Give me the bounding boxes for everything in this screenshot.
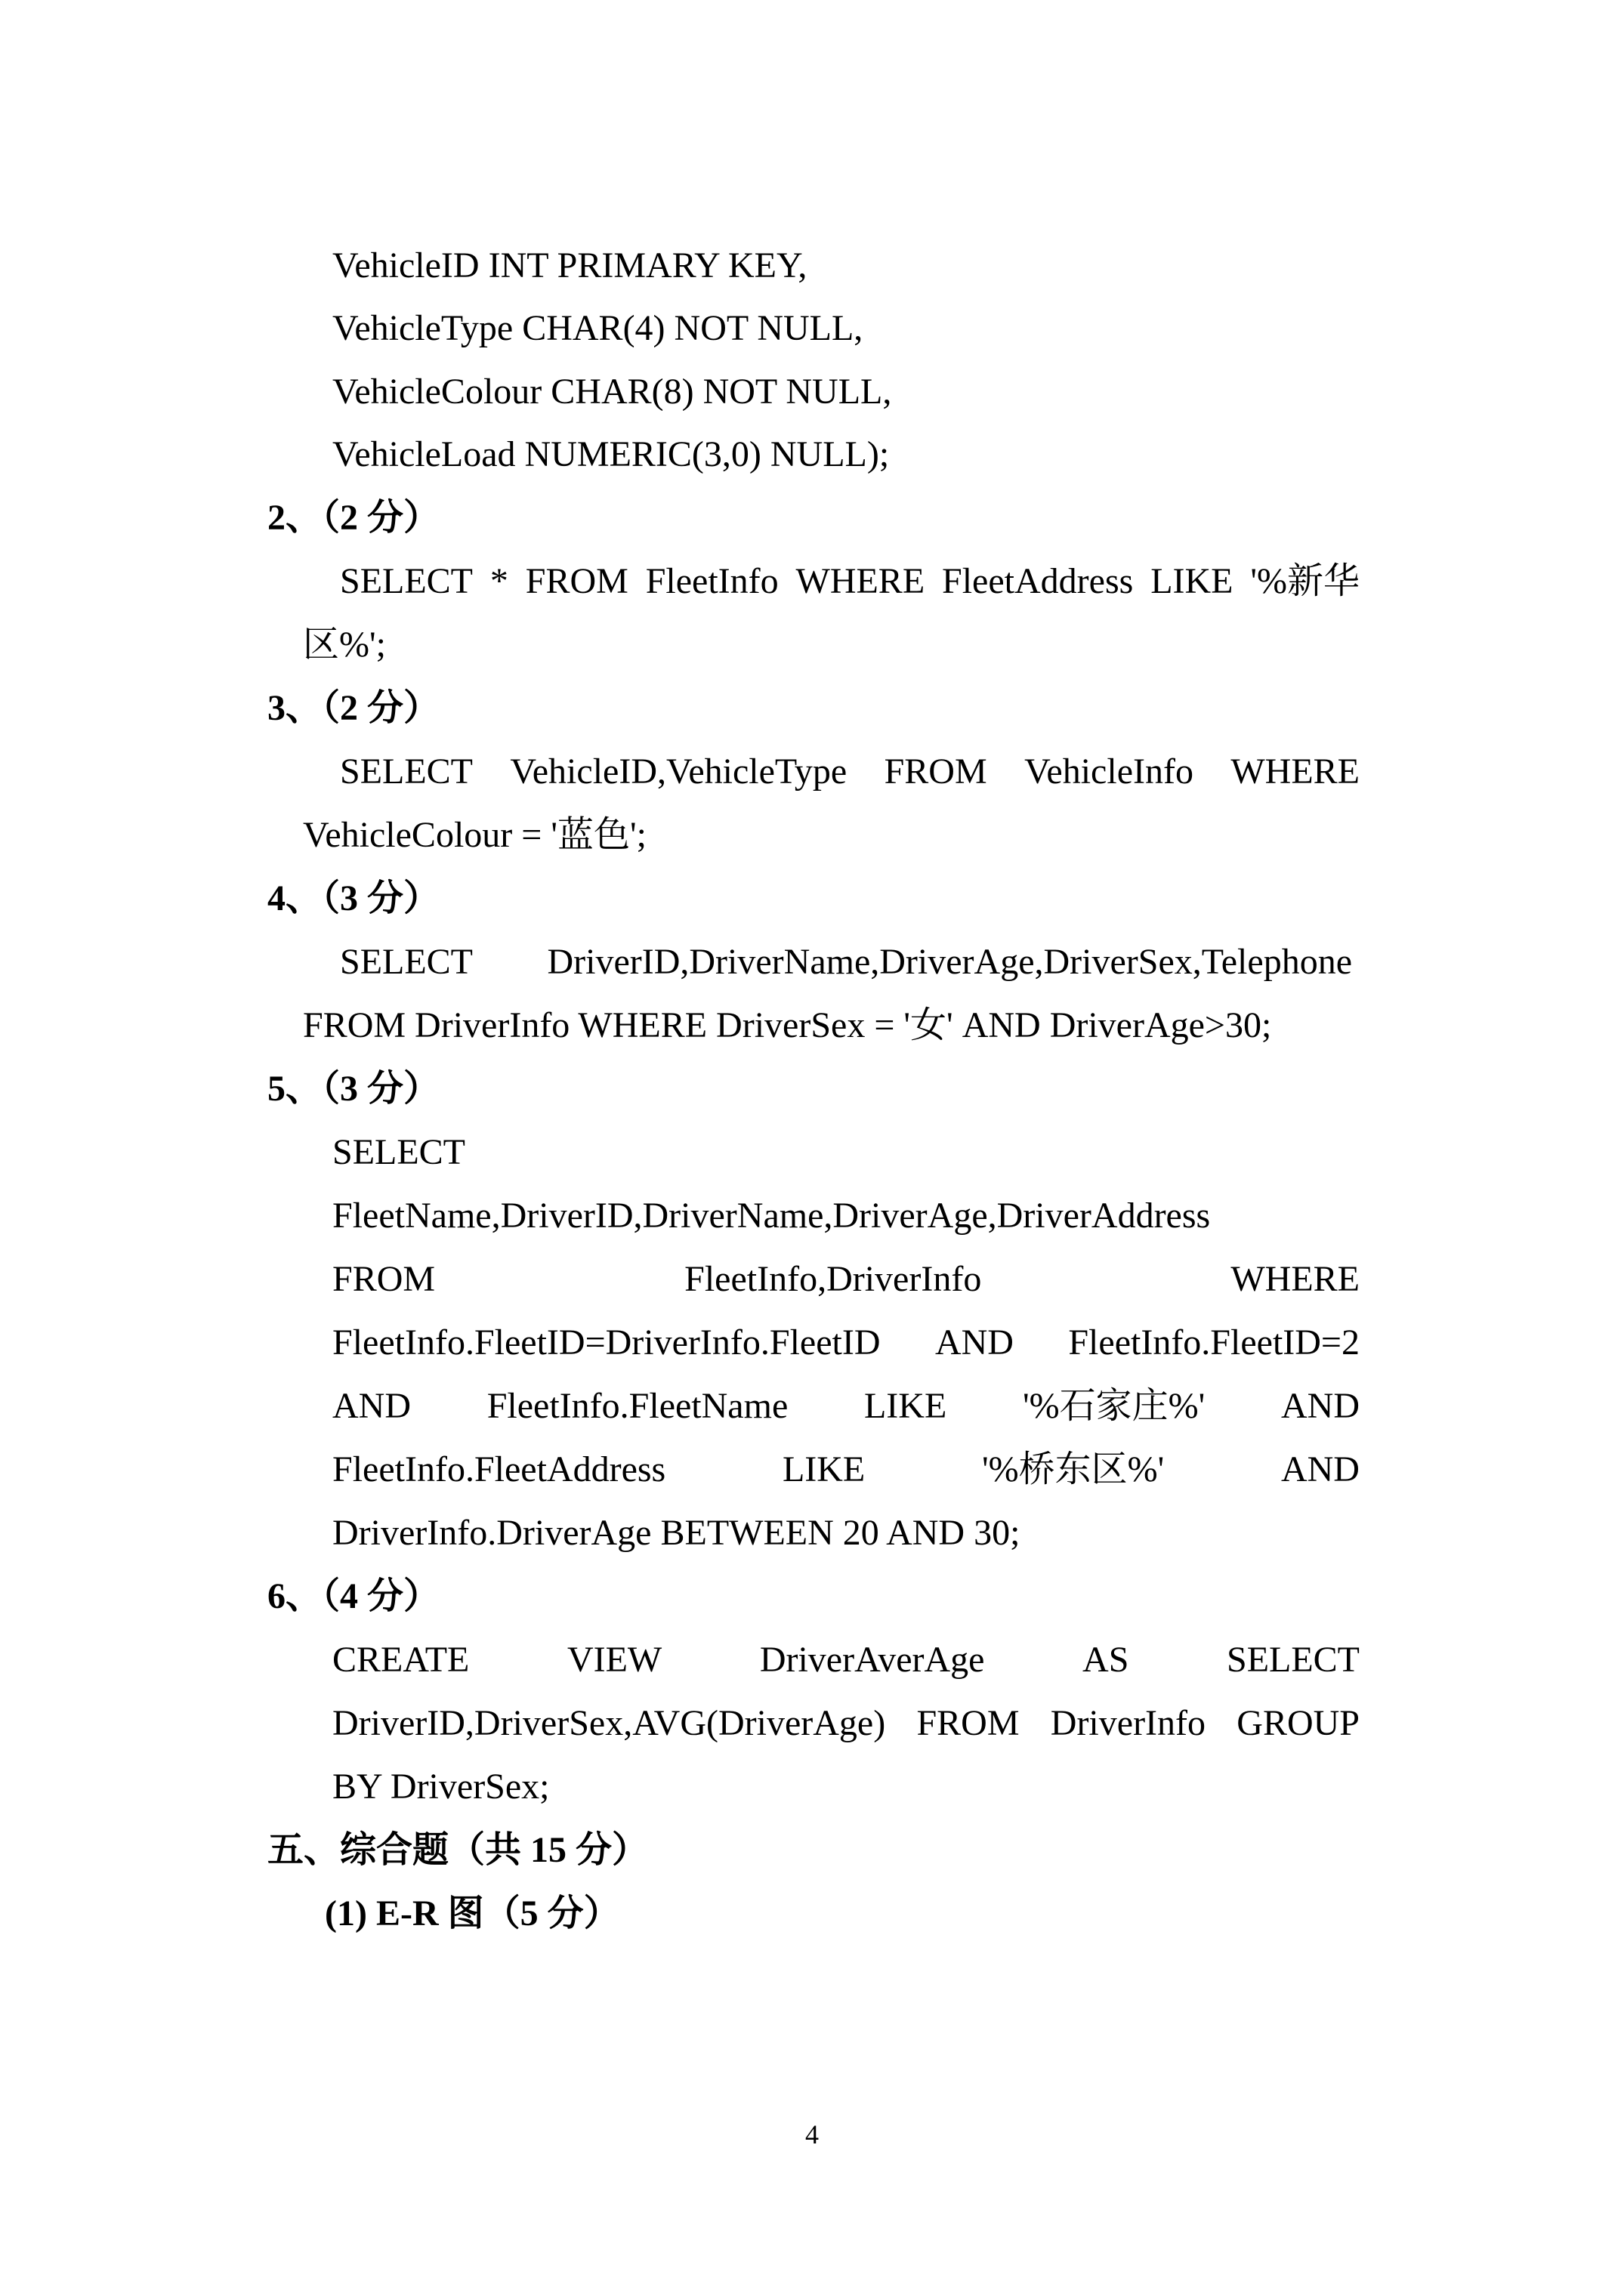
- answer-line: SELECT: [332, 1132, 465, 1172]
- token: LIKE: [782, 1449, 866, 1489]
- token: FleetInfo.FleetID=2: [1068, 1322, 1360, 1363]
- token: WHERE: [1230, 1259, 1360, 1299]
- token: AND: [934, 1322, 1014, 1363]
- token: '%桥东区%': [981, 1449, 1165, 1489]
- answer-line: VehicleColour = '蓝色';: [303, 815, 647, 855]
- answer-line: BY DriverSex;: [332, 1767, 550, 1807]
- token: CREATE: [332, 1640, 470, 1680]
- token: VehicleID,VehicleType: [510, 751, 848, 792]
- token: LIKE: [1150, 561, 1233, 601]
- token: *: [489, 561, 508, 601]
- token: SELECT: [1227, 1640, 1360, 1680]
- answer-line: DriverInfo.DriverAge BETWEEN 20 AND 30;: [332, 1513, 1020, 1553]
- token: FleetAddress: [942, 561, 1134, 601]
- page-number: 4: [805, 2119, 819, 2149]
- token: FleetInfo,DriverInfo: [684, 1259, 982, 1299]
- answer-line: [340, 749, 1360, 795]
- token: FleetInfo.FleetName: [486, 1386, 789, 1426]
- token: AND: [1280, 1449, 1360, 1489]
- token: FleetInfo.FleetAddress: [332, 1449, 666, 1489]
- answer-line: [332, 1320, 1360, 1366]
- answer-line: FROM DriverInfo WHERE DriverSex = '女' AND DriverAge>30;: [303, 1005, 1272, 1045]
- answer-line: FleetName,DriverID,DriverName,DriverAge,DriverAddress: [332, 1196, 1211, 1236]
- answer-line: [332, 1384, 1360, 1429]
- token: DriverID,DriverName,DriverAge,DriverSex,Telephone: [547, 942, 1352, 982]
- token: FROM: [884, 751, 987, 792]
- answer-line: [332, 1257, 1360, 1302]
- token: GROUP: [1237, 1703, 1360, 1743]
- token: SELECT: [340, 751, 473, 792]
- answer-line: 区%';: [303, 625, 386, 665]
- token: AND: [1280, 1386, 1360, 1426]
- token: AS: [1082, 1640, 1129, 1680]
- answer-line: [340, 559, 1360, 604]
- code-line: VehicleType CHAR(4) NOT NULL,: [332, 308, 863, 348]
- token: SELECT: [340, 561, 473, 601]
- token: WHERE: [1230, 751, 1360, 792]
- token: WHERE: [795, 561, 925, 601]
- token: DriverID,DriverSex,AVG(DriverAge): [332, 1703, 886, 1743]
- code-line: VehicleID INT PRIMARY KEY,: [332, 245, 807, 285]
- token: FROM: [525, 561, 628, 601]
- token: FleetInfo: [645, 561, 779, 601]
- subsection-heading: (1) E-R 图（5 分）: [325, 1893, 620, 1933]
- answer-line: [332, 1637, 1360, 1683]
- token: SELECT: [340, 942, 473, 982]
- token: LIKE: [863, 1386, 947, 1426]
- token: VIEW: [567, 1640, 662, 1680]
- code-line: VehicleColour CHAR(8) NOT NULL,: [332, 372, 892, 412]
- token: VehicleInfo: [1024, 751, 1193, 792]
- token: AND: [332, 1386, 411, 1426]
- answer-line: [340, 940, 1352, 985]
- question-heading: 2、（2 分）: [267, 498, 440, 538]
- question-heading: 4、（3 分）: [267, 878, 440, 918]
- question-heading: 5、（3 分）: [267, 1069, 440, 1109]
- answer-line: [332, 1447, 1360, 1492]
- answer-line: [332, 1701, 1360, 1746]
- token: '%石家庄%': [1022, 1386, 1206, 1426]
- code-line: VehicleLoad NUMERIC(3,0) NULL);: [332, 434, 890, 474]
- question-heading: 6、（4 分）: [267, 1576, 440, 1616]
- token: DriverInfo: [1050, 1703, 1206, 1743]
- section-heading: 五、综合题（共 15 分）: [267, 1830, 649, 1870]
- question-heading: 3、（2 分）: [267, 688, 440, 728]
- token: FleetInfo.FleetID=DriverInfo.FleetID: [332, 1322, 881, 1363]
- token: FROM: [916, 1703, 1020, 1743]
- token: DriverAverAge: [759, 1640, 985, 1680]
- token: '%新华: [1250, 561, 1360, 601]
- token: FROM: [332, 1259, 436, 1299]
